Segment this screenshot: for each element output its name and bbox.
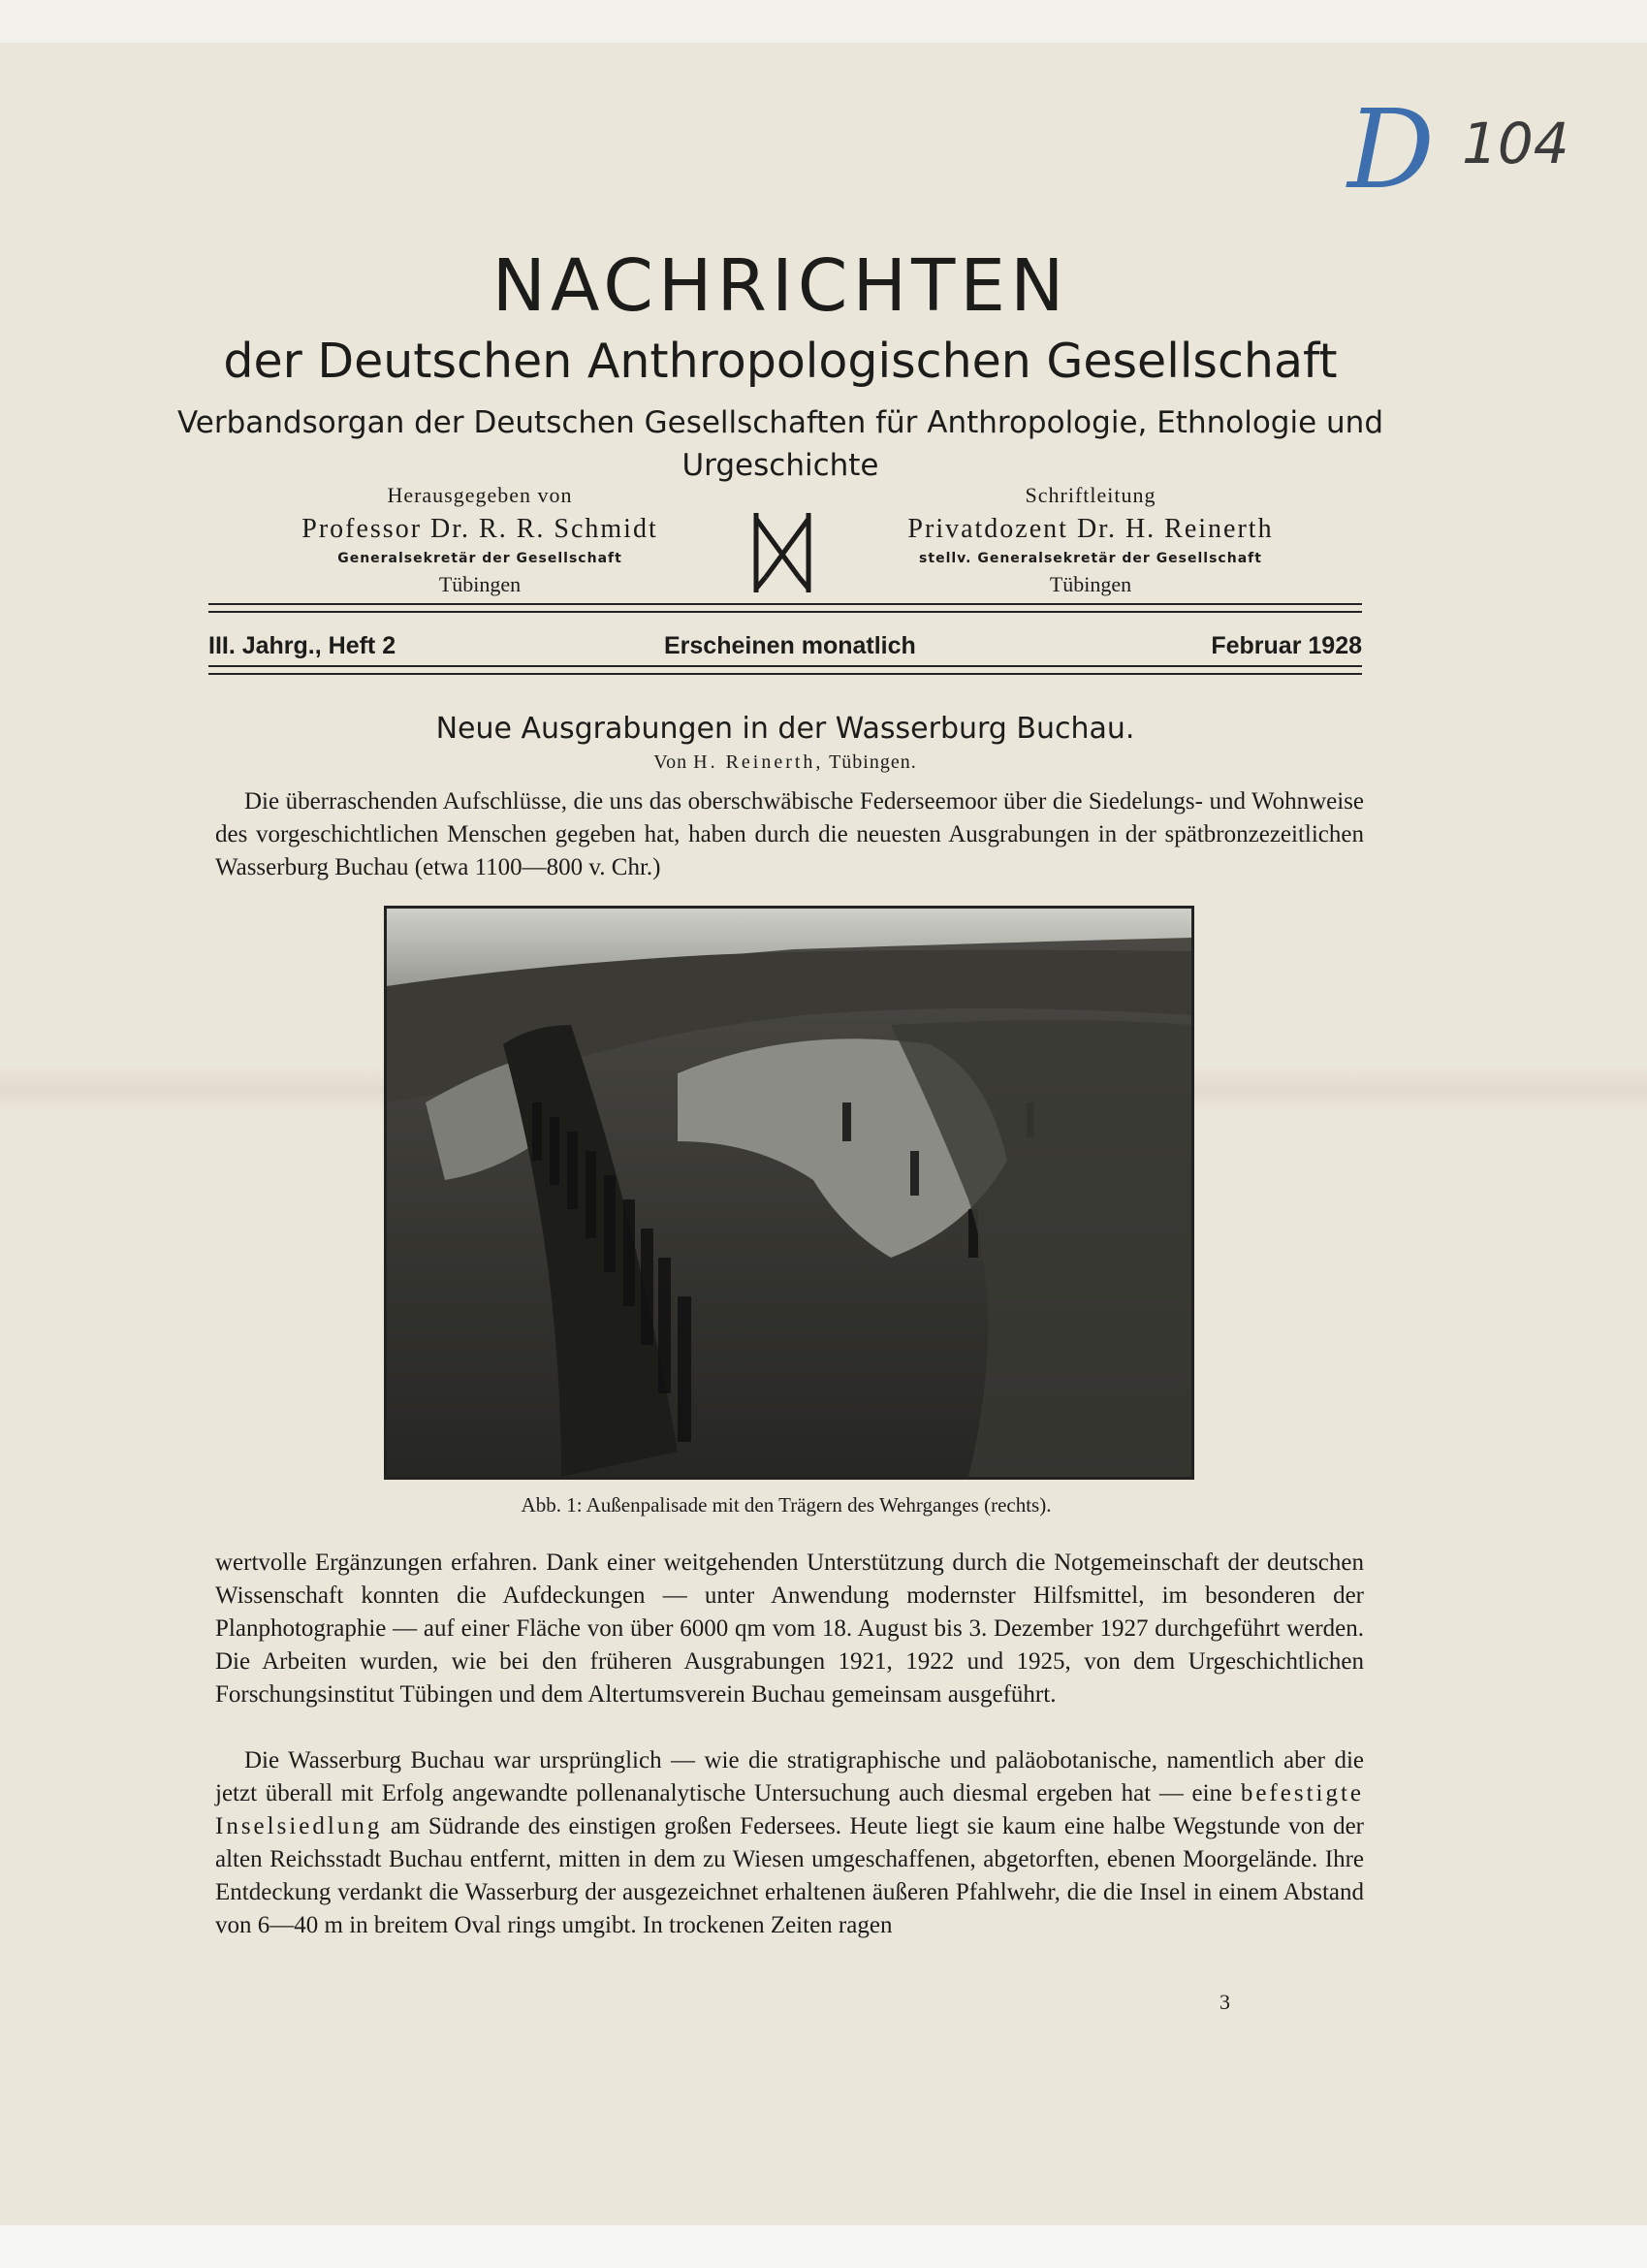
publisher-caption: Herausgegeben von <box>387 483 573 507</box>
byline-prefix: Von <box>653 751 688 773</box>
paragraph-text-part: Die Wasserburg Buchau war ursprünglich — wie die stratigraphische und paläobotanische, namentlich aber die jetzt überall mit Erfolg angewandte pollenanalytische Untersuchung auch diesmal ergeben hat — eine <box>215 1747 1364 1806</box>
issue-volume: III. Jahrg., Heft 2 <box>208 632 396 659</box>
masthead-subtitle: der Deutschen Anthropologischen Gesellschaft <box>223 334 1338 389</box>
scan-margin <box>0 2225 1647 2268</box>
publisher-place: Tübingen <box>438 572 522 596</box>
byline-author: H. Reinerth, <box>693 751 824 773</box>
issue-date: Februar 1928 <box>1211 632 1362 659</box>
header-rule-bottom-2 <box>208 673 1362 675</box>
paragraph-text-part: am Südrande des einstigen großen Federsees. Heute liegt sie kaum eine halbe Wegstunde von der alten Reichsstadt Buchau entfernt, mitten in dem zu Wiesen umgeschaffenen, abgetorften, ebenen Moorgelände. Ihre Entdeckung verdankt die Wasserburg der ausgezeichnet erhaltenen äußeren Pfahlwehr, die die Insel in einem Abstand von 6—40 m in breitem Oval rings umgibt. In trockenen Zeiten ragen <box>215 1813 1365 1938</box>
page-number: 3 <box>1219 1990 1230 2014</box>
editor-caption: Schriftleitung <box>1025 483 1156 507</box>
article-byline <box>208 751 1362 774</box>
figure-caption: Abb. 1: Außenpalisade mit den Trägern des Wehrganges (rechts). <box>521 1493 1052 1517</box>
byline-place: Tübingen. <box>829 751 917 773</box>
masthead-organ: Verbandsorgan der Deutschen Gesellschaften für Anthropologie, Ethnologie und Urgeschichte <box>176 405 1383 483</box>
header-rule-top <box>208 603 1362 605</box>
paragraph-text: Die überraschenden Aufschlüsse, die uns das oberschwäbische Federseemoor über die Siedelungs- und Wohnweise des vorgeschichtlichen Menschen gegeben hat, haben durch die neuesten Ausgrabungen in der spätbronzezeitlichen Wasserburg Buchau (etwa 1100—800 v. Chr.) <box>215 788 1364 880</box>
article-paragraph-1 <box>215 785 1364 884</box>
editor-role: stellv. Generalsekretär der Gesellschaft <box>919 551 1262 566</box>
archive-mark-number: 104 <box>1462 111 1569 176</box>
editor-place: Tübingen <box>1049 572 1132 596</box>
figure-photo <box>384 906 1194 1480</box>
society-logo <box>750 509 814 594</box>
issue-frequency: Erscheinen monatlich <box>664 632 916 659</box>
editor-block <box>868 483 1314 597</box>
excavation-photo-image <box>387 909 1191 1477</box>
publisher-role: Generalsekretär der Gesellschaft <box>337 551 622 566</box>
publisher-block <box>257 483 703 597</box>
paragraph-text <box>215 1744 1364 1942</box>
archive-mark <box>1328 87 1570 213</box>
header-rule-top-2 <box>208 611 1362 613</box>
archive-mark-letter: D <box>1347 87 1435 213</box>
editor-name: Privatdozent Dr. H. Reinerth <box>907 514 1274 544</box>
publisher-name: Professor Dr. R. R. Schmidt <box>301 514 658 544</box>
paragraph-text: wertvolle Ergänzungen erfahren. Dank einer weitgehenden Unterstützung durch die Notgemeinschaft der deutschen Wissenschaft konnten die Aufdeckungen — unter Anwendung modernster Hilfsmittel, im besonderen der Planphotographie — auf einer Fläche von über 6000 qm vom 18. August bis 3. Dezember 1927 durchgeführt werden. Die Arbeiten wurden, wie bei den früheren Ausgrabungen 1921, 1922 und 1925, von dem Urgeschichtlichen Forschungsinstitut Tübingen und dem Altertumsverein Buchau gemeinsam ausgeführt. <box>215 1549 1364 1708</box>
issue-line <box>208 632 1362 667</box>
article-paragraph-3 <box>215 1744 1364 1942</box>
article-paragraph-2 <box>215 1547 1364 1711</box>
article-title: Neue Ausgrabungen in der Wasserburg Buchau. <box>435 712 1135 746</box>
emphasized-text: befestigte Inselsiedlung <box>215 1780 1365 1839</box>
header-rule-bottom <box>208 665 1362 667</box>
masthead-title: NACHRICHTEN <box>491 244 1069 328</box>
society-logo-icon <box>750 509 814 594</box>
